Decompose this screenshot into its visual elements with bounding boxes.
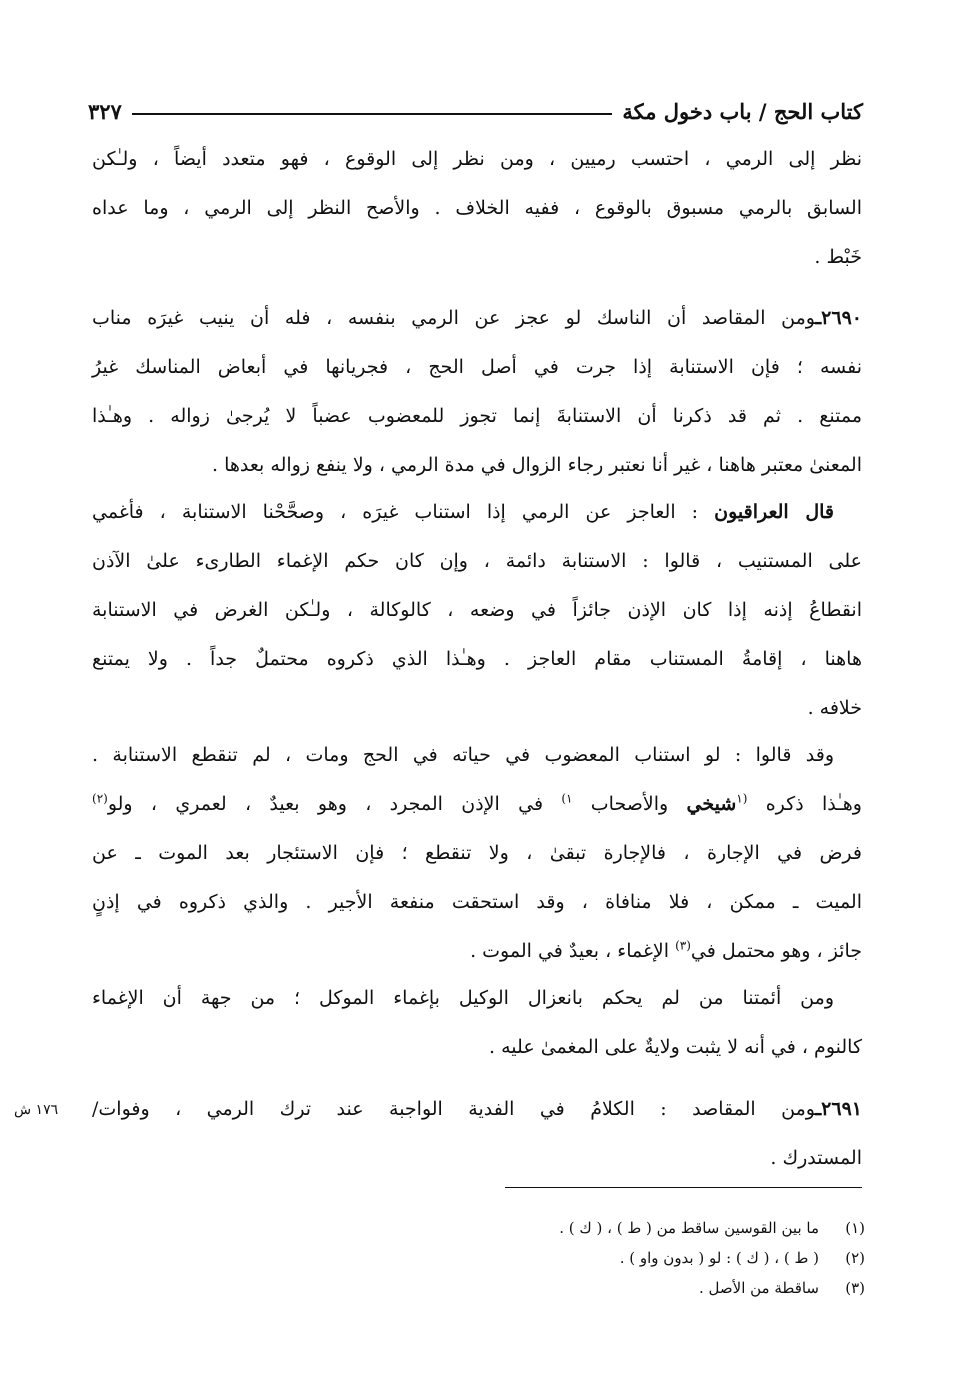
footnote-number: (١) (845, 1219, 865, 1237)
footnote-number: (٢) (845, 1249, 865, 1267)
text-run: والأصحاب (572, 793, 687, 815)
text-run: ومن المقاصد : الكلامُ في الفدية الواجبة عند ترك الرمي ، وفوات/ (92, 1098, 816, 1120)
paragraph-2691 (92, 1085, 862, 1183)
text-line: ومن أئمتنا من لم يحكم بانعزال الوكيل بإغماء الموكل ؛ من جهة أن الإغماء (92, 987, 834, 1009)
manuscript-folio-note: ١٧٦ ش (14, 1102, 59, 1118)
text-run: : العاجز عن الرمي إذا استناب غيرَه ، وصحَّحْنا الاستنابة ، فأغمي (92, 501, 715, 523)
text-line: هاهنا ، إقامةُ المستناب مقام العاجز . وهـٰذا الذي ذكروه محتملٌ جداً . ولا يمتنع (92, 648, 862, 670)
footnote-marker: (٣) (675, 938, 691, 953)
text-line: السابق بالرمي مسبوق بالوقوع ، ففيه الخلاف . والأصح النظر إلى الرمي ، وما عداه (92, 197, 862, 219)
paragraph-4 (92, 731, 862, 976)
paragraph-number: ٢٦٩١ـ (815, 1098, 862, 1120)
paragraph-iraqis (92, 488, 862, 733)
running-header (88, 84, 863, 124)
text-line: كالنوم ، في أنه لا يثبت ولايةٌ على المغمىٰ عليه . (489, 1036, 862, 1058)
text-line: المستدرك . (770, 1147, 862, 1169)
text-line (92, 294, 862, 343)
text-line: نظر إلى الرمي ، احتسب رميين ، ومن نظر إلى الوقوع ، فهو متعدد أيضاً ، ولـٰكن (92, 148, 862, 170)
footnote-marker: (١ (736, 791, 748, 806)
paragraph-5 (92, 974, 862, 1072)
text-line: المعنىٰ معتبر هاهنا ، غير أنا نعتبر رجاء الزوال في مدة الرمي ، ولا ينفع زواله بعدها . (212, 454, 862, 476)
text-line (92, 488, 862, 537)
paragraph-number: ٢٦٩٠ـ (815, 307, 862, 329)
footnote (300, 1243, 865, 1273)
text-line (92, 780, 862, 829)
paragraph-2690 (92, 294, 862, 490)
footnote-text: ساقطة من الأصل . (699, 1279, 819, 1297)
text-line: انقطاعُ إذنه إذا كان الإذن جائزاً في وضعه ، كالوكالة ، ولـٰكن الغرض في الاستنابة (92, 599, 862, 621)
text-run: وهـٰذا ذكره (747, 793, 862, 815)
footnote-marker: (٢) (92, 791, 108, 806)
footnote (300, 1213, 865, 1243)
footnote-number: (٣) (845, 1279, 865, 1297)
text-run: الإغماء ، بعيدٌ في الموت . (470, 940, 676, 962)
bold-term: قال العراقيون (714, 501, 834, 523)
footnotes (300, 1213, 865, 1303)
text-line (92, 1085, 862, 1134)
text-run: ومن المقاصد أن الناسك لو عجز عن الرمي بنفسه ، فله أن ينيب غيرَه مناب (92, 307, 816, 329)
footnote-separator (505, 1187, 862, 1188)
footnote (300, 1273, 865, 1303)
text-run: في الإذن المجرد ، وهو بعيدٌ ، لعمري ، ولو (107, 793, 562, 815)
bold-term: شيخي (686, 793, 737, 815)
text-line: خَبْط . (814, 246, 862, 268)
page-number: ٣٢٧ (88, 99, 122, 124)
header-rule (132, 113, 613, 115)
footnote-text: ( ط ) ، ( ك ) : لو ( بدون واو ) . (619, 1249, 819, 1267)
text-line (92, 927, 862, 976)
text-run: جائز ، وهو محتمل في (690, 940, 862, 962)
chapter-title: كتاب الحج / باب دخول مكة (622, 99, 863, 124)
text-line: ممتنع . ثم قد ذكرنا أن الاستنابةَ إنما تجوز للمعضوب عضباً لا يُرجىٰ زواله . وهـٰذا (92, 405, 862, 427)
text-line: فرض في الإجارة ، فالإجارة تبقىٰ ، ولا تنقطع ؛ فإن الاستئجار بعد الموت ـ عن (92, 842, 862, 864)
text-line: خلافه . (807, 697, 862, 719)
text-line: وقد قالوا : لو استناب المعضوب في حياته في الحج ومات ، لم تنقطع الاستنابة . (92, 744, 834, 766)
paragraph-1 (92, 135, 862, 282)
footnote-text: ما بين القوسين ساقط من ( ط ) ، ( ك ) . (559, 1219, 819, 1237)
text-line: الميت ـ ممكن ، فلا منافاة ، وقد استحقت منفعة الأجير . والذي ذكروه في إذنٍ (92, 891, 862, 913)
text-line: نفسه ؛ فإن الاستنابة إذا جرت في أصل الحج ، فجريانها في أبعاض المناسك غيرُ (92, 356, 862, 378)
footnote-marker: ١) (561, 791, 573, 806)
text-line: على المستنيب ، قالوا : الاستنابة دائمة ، وإن كان حكم الإغماء الطارىء علىٰ الآذن (92, 550, 862, 572)
